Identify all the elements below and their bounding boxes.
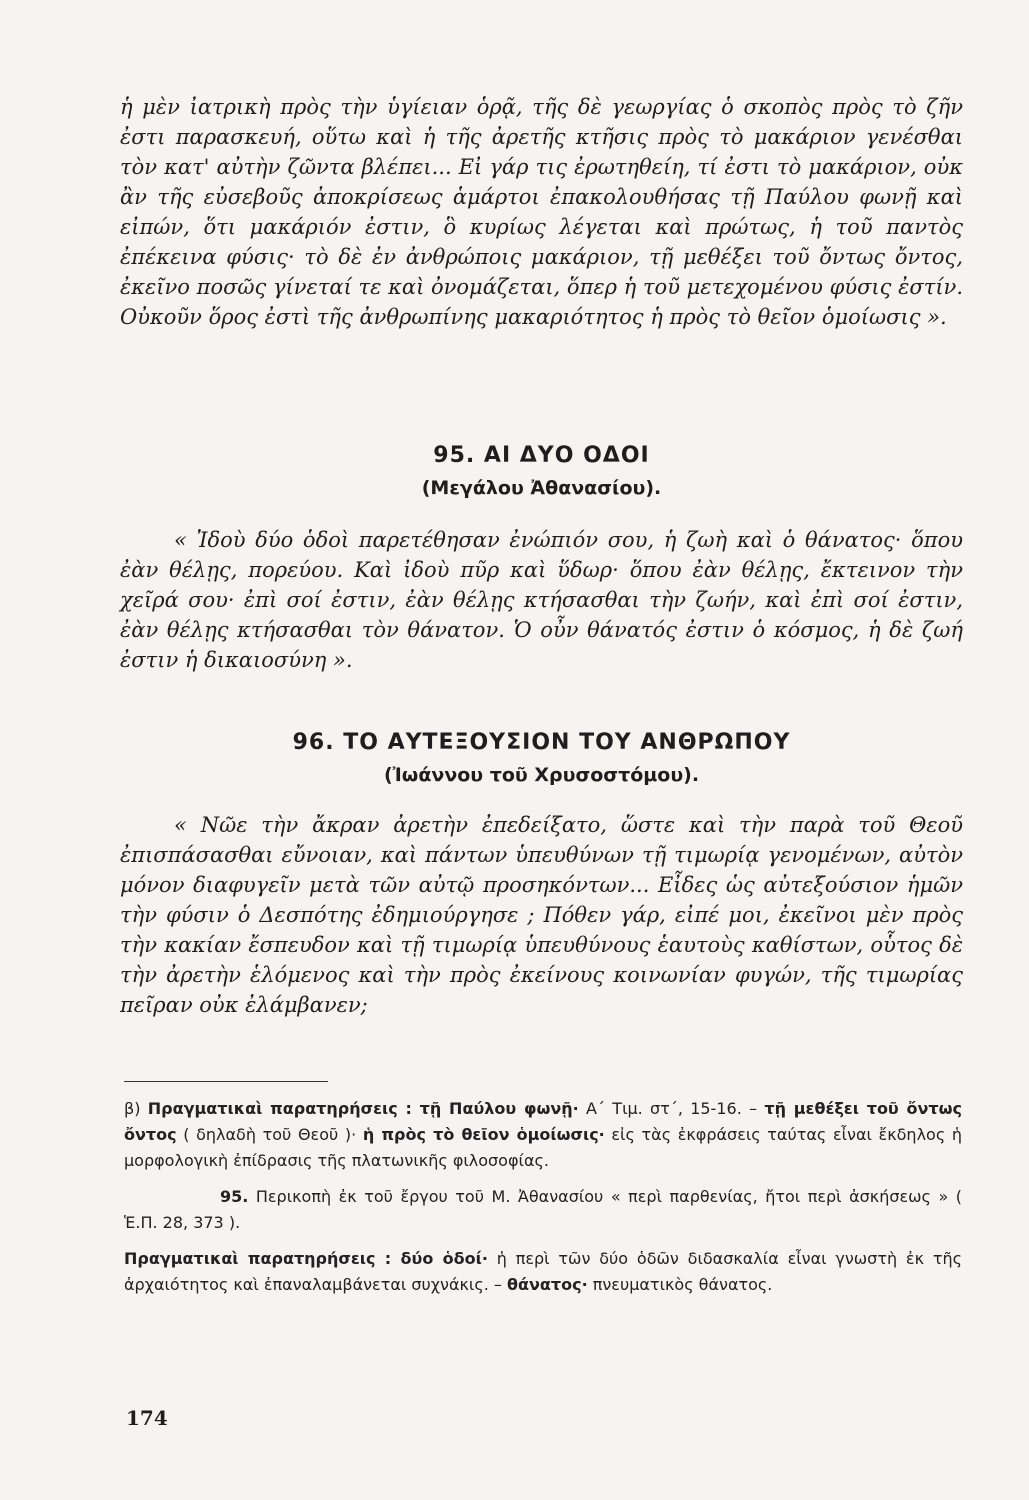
footnote-remarks-text-1: ἡ περὶ τῶν δύο ὁδῶν διδασκαλία εἶναι γνωστὴ ἐκ τῆς ἀρχαιότητος καὶ ἐπαναλαμβάνεται συχνάκις. – (124, 1249, 962, 1294)
section-95-heading (120, 440, 963, 504)
top-passage (120, 92, 963, 332)
footnote-beta-bold-3: ἡ πρὸς τὸ θεῖον ὁμοίωσις· (362, 1125, 605, 1144)
footnote-beta-text-3: εἰς τὰς ἐκφράσεις ταύτας εἶναι ἔκδηλος ἡ μορφολογικὴ ἐπίδρασις τῆς πλατωνικῆς φιλοσοφίας. (124, 1125, 963, 1170)
footnote-remarks-bold-2: θάνατος· (507, 1275, 588, 1294)
footnotes (124, 1096, 962, 1308)
footnote-beta-text-1: Α΄ Τιμ. στ΄, 15-16. – (578, 1099, 765, 1118)
page-number: 174 (126, 1406, 168, 1430)
footnote-remarks-text-2: πνευματικὸς θάνατος. (587, 1275, 773, 1294)
section-96-title: 96. ΤΟ ΑΥΤΕΞΟΥΣΙΟΝ ΤΟΥ ΑΝΘΡΩΠΟΥ (292, 730, 791, 755)
footnote-beta-marker: β) (124, 1099, 141, 1118)
footnote-remarks-bold-1: Πραγματικαὶ παρατηρήσεις : δύο ὁδοί· (124, 1249, 488, 1268)
section-96-text: « Νῶε τὴν ἄκραν ἀρετὴν ἐπεδείξατο, ὥστε καὶ τὴν παρὰ τοῦ Θεοῦ ἐπισπάσασθαι εὔνοιαν, καὶ πάντων ὑπευθύνων τῇ τιμωρίᾳ γενομένων, αὐτὸν μόνον διαφυγεῖν μετὰ τῶν αὐτῷ προσηκόντων... Εἶδες ὡς αὐτεξούσιον ἡμῶν τὴν φύσιν ὁ Δεσπότης ἐδημιούργησε ; Πόθεν γάρ, εἰπέ μοι, ἐκεῖνοι μὲν πρὸς τὴν κακίαν ἔσπευδον καὶ τῇ τιμωρίᾳ ὑπευθύνους ἑαυτοὺς καθίστων, οὗτος δὲ τὴν ἀρετὴν ἑλόμενος καὶ τὴν πρὸς ἐκείνους κοινωνίαν φυγών, τῆς τιμωρίας πεῖραν οὐκ ἐλάμβανεν; (120, 813, 963, 1017)
footnote-95 (124, 1184, 962, 1236)
footnote-beta-bold-1: Πραγματικαὶ παρατηρήσεις : τῇ Παύλου φωνῇ· (147, 1099, 579, 1118)
section-96-heading (120, 727, 963, 791)
section-96-subtitle: (Ἰωάννου τοῦ Χρυσοστόμου). (383, 764, 700, 786)
footnote-beta-text-2: ( δηλαδὴ τοῦ Θεοῦ )· (176, 1125, 363, 1144)
section-95-text: « Ἰδοὺ δύο ὁδοὶ παρετέθησαν ἐνώπιόν σου, ἡ ζωὴ καὶ ὁ θάνατος· ὅπου ἐὰν θέλῃς, πορεύου. Καὶ ἰδοὺ πῦρ καὶ ὕδωρ· ὅπου ἐὰν θέλῃς, ἔκτεινον τὴν χεῖρά σου· ἐπὶ σοί ἐστιν, ἐὰν θέλῃς κτήσασθαι τὴν ζωήν, καὶ ἐπὶ σοί ἐστιν, ἐὰν θέλῃς κτήσασθαι τὸν θάνατον. Ὁ οὖν θάνατός ἐστιν ὁ κόσμος, ἡ δὲ ζωή ἐστιν ἡ δικαιοσύνη ». (120, 528, 963, 672)
section-95-title: 95. ΑΙ ΔΥΟ ΟΔΟΙ (433, 443, 650, 468)
footnote-beta-bold-2: τῇ μεθέξει τοῦ ὄντως ὄντος (124, 1099, 963, 1144)
footnote-95-marker: 95. (220, 1187, 249, 1206)
section-96-passage (120, 810, 963, 1020)
footnote-beta (124, 1096, 962, 1174)
footnote-remarks (124, 1246, 962, 1298)
section-95-passage (120, 525, 963, 675)
top-passage-text: ἡ μὲν ἰατρικὴ πρὸς τὴν ὑγίειαν ὁρᾷ, τῆς δὲ γεωργίας ὁ σκοπὸς πρὸς τὸ ζῆν ἐστι παρασκευή, οὕτω καὶ ἡ τῆς ἀρετῆς κτῆσις πρὸς τὸ μακάριον γενέσθαι τὸν κατ' αὐτὴν ζῶντα βλέπει... Εἰ γάρ τις ἐρωτηθείη, τί ἐστι τὸ μακάριον, οὐκ ἂν τῆς εὐσεβοῦς ἀποκρίσεως ἁμάρτοι ἐπακολουθήσας τῇ Παύλου φωνῇ καὶ εἰπών, ὅτι μακάριόν ἐστιν, ὃ κυρίως λέγεται καὶ πρώτως, ἡ τοῦ παντὸς ἐπέκεινα φύσις· τὸ δὲ ἐν ἀνθρώποις μακάριον, τῇ μεθέξει τοῦ ὄντως ὄντος, ἐκεῖνο ποσῶς γίνεταί τε καὶ ὀνομάζεται, ὅπερ ἡ τοῦ μετεχομένου φύσις ἐστίν. Οὐκοῦν ὅρος ἐστὶ τῆς ἀνθρωπίνης μακαριότητος ἡ πρὸς τὸ θεῖον ὁμοίωσις ». (120, 95, 963, 329)
footnote-95-text: Περικοπὴ ἐκ τοῦ ἔργου τοῦ Μ. Ἀθανασίου « περὶ παρθενίας, ἤτοι περὶ ἀσκήσεως » ( Ἑ.Π. 28, 373 ). (124, 1187, 962, 1232)
footnote-divider (124, 1081, 328, 1082)
section-95-subtitle: (Μεγάλου Ἀθανασίου). (421, 477, 662, 499)
